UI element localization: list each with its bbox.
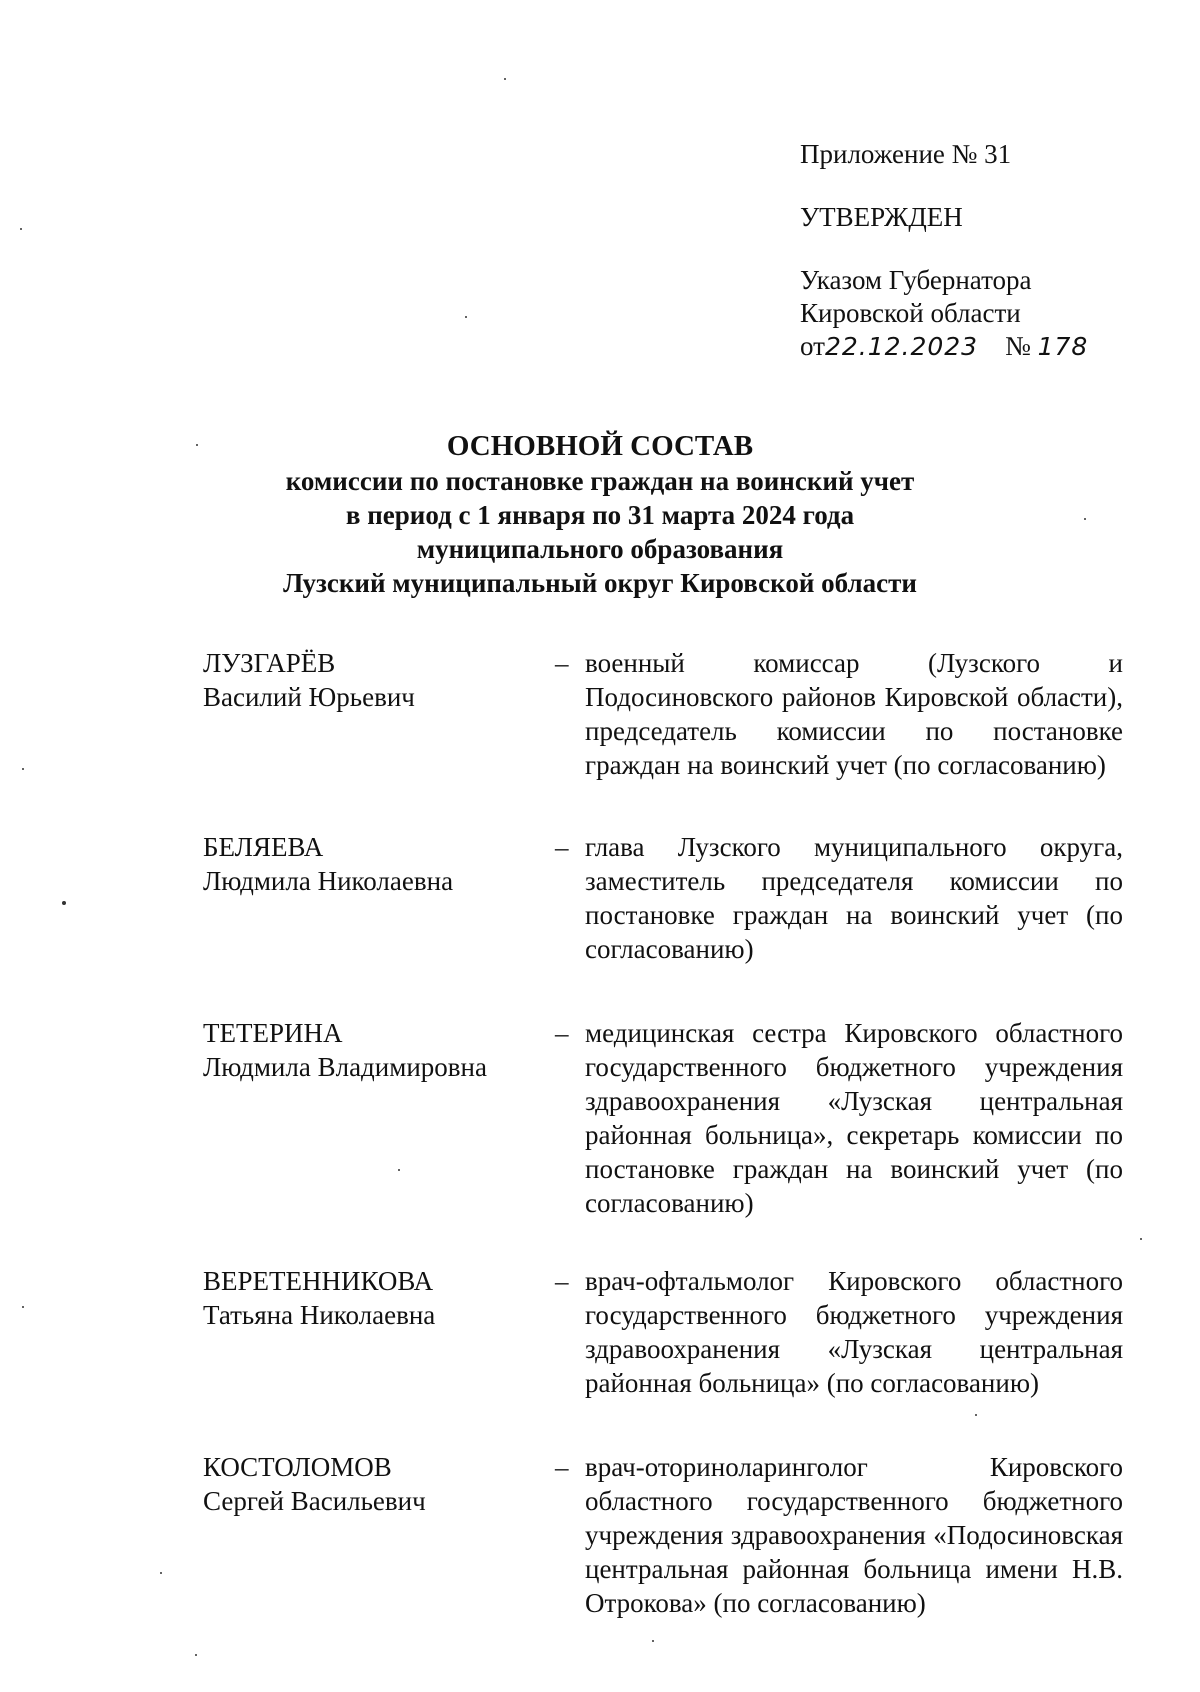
member-surname: БЕЛЯЕВА xyxy=(203,832,324,862)
member-entry xyxy=(203,646,1123,830)
approval-stamp-block xyxy=(800,138,1160,363)
member-given-names: Василий Юрьевич xyxy=(203,682,415,712)
member-dash: – xyxy=(555,648,569,678)
title-main: ОСНОВНОЙ СОСТАВ xyxy=(446,430,754,462)
scan-speck xyxy=(504,78,506,80)
member-dash: – xyxy=(555,1266,569,1296)
scan-speck xyxy=(22,1306,24,1308)
scan-speck xyxy=(22,768,24,770)
scan-speck xyxy=(62,901,66,905)
scan-speck xyxy=(196,444,198,446)
scan-speck xyxy=(975,1414,977,1416)
from-label: от xyxy=(800,331,825,361)
appendix-number: Приложение № 31 xyxy=(800,139,1012,169)
member-given-names: Людмила Николаевна xyxy=(203,866,454,896)
member-dash: – xyxy=(555,1018,569,1048)
decree-line-1: Указом Губернатора xyxy=(800,265,1032,295)
handwritten-number: 178 xyxy=(1037,332,1089,361)
handwritten-date: 22.12.2023 xyxy=(824,332,979,361)
member-dash: – xyxy=(555,832,569,862)
member-role: врач-офтальмолог Кировского областного государственного бюджетного учреждения здравоохранения «Лузская центральная районная больница» (по согласованию) xyxy=(585,1266,1123,1398)
member-dash: – xyxy=(555,1452,569,1482)
members-list xyxy=(203,646,1123,1620)
member-given-names: Людмила Владимировна xyxy=(203,1052,487,1082)
member-given-names: Сергей Васильевич xyxy=(203,1486,426,1516)
scan-speck xyxy=(652,1640,654,1642)
scan-speck xyxy=(1084,518,1086,520)
member-surname: ТЕТЕРИНА xyxy=(203,1018,343,1048)
member-given-names: Татьяна Николаевна xyxy=(203,1300,436,1330)
title-line-3: муниципального образования xyxy=(416,534,784,564)
scan-speck xyxy=(1140,1238,1142,1240)
member-entry xyxy=(203,1016,1123,1264)
number-label: № xyxy=(1005,331,1031,361)
decree-line-2: Кировской области xyxy=(800,298,1021,328)
member-name xyxy=(203,830,543,898)
member-name xyxy=(203,1016,543,1084)
title-line-1: комиссии по постановке граждан на воинский учет xyxy=(285,466,915,496)
scan-speck xyxy=(465,316,467,318)
approved-label: УТВЕРЖДЕН xyxy=(800,202,963,232)
member-surname: КОСТОЛОМОВ xyxy=(203,1452,392,1482)
member-role: медицинская сестра Кировского областного государственного бюджетного учреждения здравоохранения «Лузская центральная районная больница», секретарь комиссии по постановке граждан на воинский учет (по согласованию) xyxy=(585,1018,1123,1218)
scan-speck xyxy=(20,228,22,230)
scan-speck xyxy=(398,1169,400,1171)
member-surname: ЛУЗГАРЁВ xyxy=(203,648,336,678)
member-role: глава Лузского муниципального округа, заместитель председателя комиссии по постановке граждан на воинский учет (по согласованию) xyxy=(585,832,1123,964)
member-role: врач-оториноларинголог Кировского областного государственного бюджетного учреждения здравоохранения «Подосиновская центральная районная больница имени Н.В. Отрокова» (по согласованию) xyxy=(585,1452,1123,1618)
member-name xyxy=(203,646,543,714)
member-surname: ВЕРЕТЕННИКОВА xyxy=(203,1266,434,1296)
member-role: военный комиссар (Лузского и Подосиновского районов Кировской области), председатель комиссии по постановке граждан на воинский учет (по согласованию) xyxy=(585,648,1123,780)
member-name xyxy=(203,1450,543,1518)
title-line-2: в период с 1 января по 31 марта 2024 года xyxy=(345,500,855,530)
member-entry xyxy=(203,1450,1123,1620)
title-line-4: Лузский муниципальный округ Кировской области xyxy=(283,568,917,598)
member-entry xyxy=(203,1264,1123,1450)
document-title xyxy=(100,428,1100,600)
decree-date-number xyxy=(800,330,1160,363)
member-name xyxy=(203,1264,543,1332)
scan-speck xyxy=(160,1572,162,1574)
member-entry xyxy=(203,830,1123,1016)
scan-speck xyxy=(195,1654,197,1656)
